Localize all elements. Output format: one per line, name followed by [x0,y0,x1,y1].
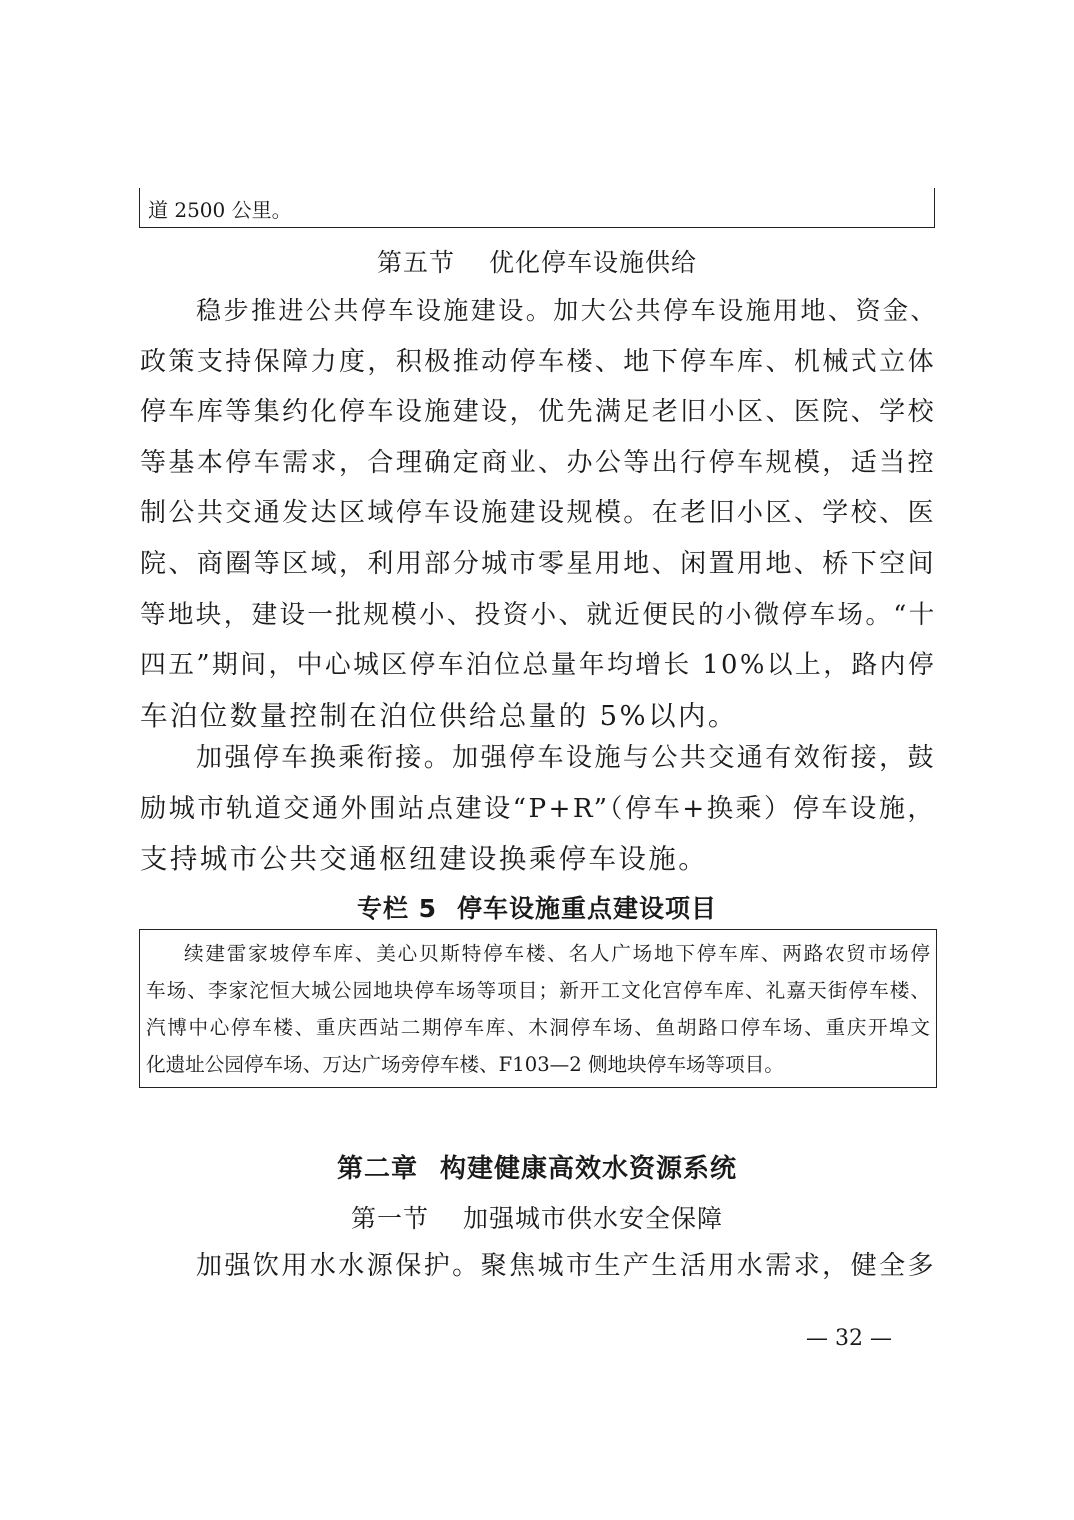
paragraph-line: 加强饮用水水源保护。聚焦城市生产生活用水需求，健全多 [196,1251,936,1281]
chapter-number: 第二章 [336,1154,418,1184]
paragraph-parking-construction [140,286,936,741]
column-heading: 停车设施重点建设项目 [457,894,718,923]
column-content [146,935,930,1083]
paragraph-line: 停车库等集约化停车设施建设，优先满足老旧小区、医院、学校 [140,397,936,428]
section-title: 加强城市供水安全保障 [463,1204,724,1233]
page-number: — 32 — [806,1326,892,1351]
column-label: 专栏 5 [356,894,438,923]
paragraph-line: 稳步推进公共停车设施建设。加大公共停车设施用地、资金、 [196,296,938,325]
section-title: 优化停车设施供给 [489,248,698,277]
paragraph-line: 支持城市公共交通枢纽建设换乘停车设施。 [140,843,709,876]
column-line: 车场、李家沱恒大城公园地块停车场等项目；新开工文化宫停车库、礼嘉天街停车楼、 [146,979,930,1002]
section-number: 第五节 [376,248,455,277]
chapter-heading [0,1148,1074,1185]
paragraph-line: 等地块，建设一批规模小、投资小、就近便民的小微停车场。“十 [140,599,937,630]
continued-table-text: 道 2500 公里。 [148,198,292,222]
column-line: 化遗址公园停车场、万达广场旁停车楼、F103—2 侧地块停车场等项目。 [146,1053,784,1076]
paragraph-line: 加强停车换乘衔接。加强停车设施与公共交通有效衔接，鼓 [196,743,936,773]
paragraph-line: 政策支持保障力度，积极推动停车楼、地下停车库、机械式立体 [140,346,936,377]
section-heading-5 [0,243,1074,279]
continued-table-box [139,188,935,228]
section-number: 第一节 [350,1204,429,1233]
chapter-title: 构建健康高效水资源系统 [440,1154,738,1184]
paragraph-line: 等基本停车需求，合理确定商业、办公等出行停车规模，适当控 [140,447,936,478]
column-line: 续建雷家坡停车库、美心贝斯特停车楼、名人广场地下停车库、两路农贸市场停 [184,942,930,965]
paragraph-line: 制公共交通发达区域停车设施建设规模。在老旧小区、学校、医 [140,498,936,529]
column-box [139,929,937,1088]
paragraph-water-source [140,1241,936,1292]
paragraph-line: 车泊位数量控制在泊位供给总量的 5%以内。 [140,699,738,732]
paragraph-line: 励城市轨道交通外围站点建设“P+R”（停车+换乘）停车设施， [140,793,936,824]
paragraph-line: 院、商圈等区域，利用部分城市零星用地、闲置用地、桥下空间 [140,548,936,579]
column-line: 汽博中心停车楼、重庆西站二期停车库、木洞停车场、鱼胡路口停车场、重庆开埠文 [146,1016,930,1039]
paragraph-line: 四五”期间，中心城区停车泊位总量年均增长 10%以上，路内停 [140,650,937,681]
section-heading-1 [0,1199,1074,1235]
column-title [0,889,1074,925]
paragraph-park-and-ride [140,733,936,885]
